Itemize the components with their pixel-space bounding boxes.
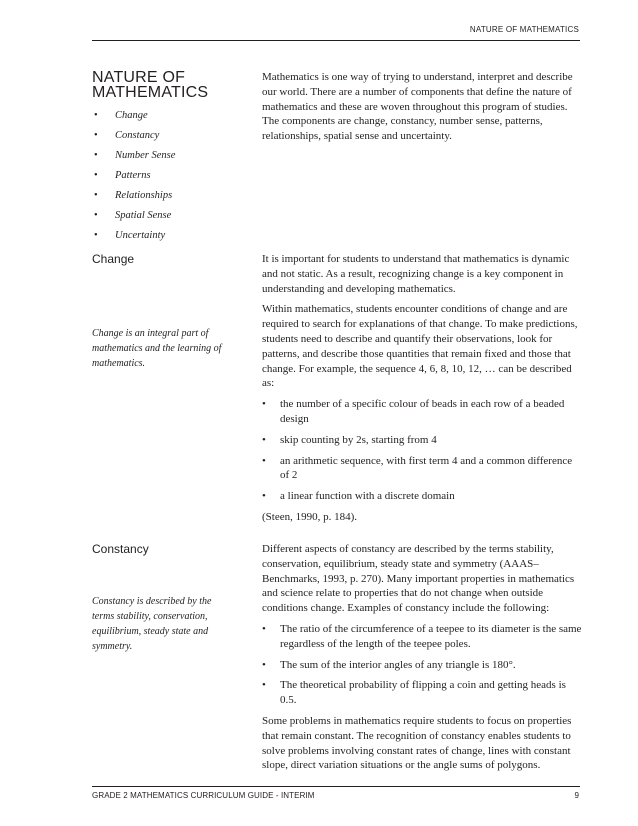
topic-item: • Patterns: [94, 170, 151, 181]
topic-list: [94, 110, 175, 250]
citation: (Steen, 1990, p. 184).: [262, 510, 358, 523]
change-list: [262, 397, 582, 504]
list-item: • The ratio of the circumference of a teepee to its diameter is the same regardless of the length of the teepee poles.: [262, 622, 582, 650]
topic-item: • Constancy: [94, 130, 160, 141]
list-item-text: skip counting by 2s, starting from 4: [280, 433, 437, 446]
topic-label: Constancy: [115, 130, 160, 141]
list-item-text: The sum of the interior angles of any triangle is 180°.: [280, 658, 516, 671]
constancy-sidebar-note: Constancy is described by the terms stability, conservation, equilibrium, steady state and symmetry.: [92, 596, 212, 652]
topic-label: Number Sense: [115, 150, 176, 161]
topic-item: • Relationships: [94, 190, 173, 201]
list-item: • a linear function with a discrete domain: [262, 490, 455, 503]
intro-paragraph: Mathematics is one way of trying to understand, interpret and describe our world. There are a number of components that define the nature of mathematics and these are woven throughout this program of studies. The components are change, constancy, number sense, patterns, relationships, spatial sense and uncertainty.: [262, 71, 573, 143]
footer-rule: [92, 786, 580, 787]
section-heading: NATURE OF MATHEMATICS: [92, 69, 209, 101]
list-item: • The sum of the interior angles of any triangle is 180°.: [262, 658, 516, 671]
list-item: • skip counting by 2s, starting from 4: [262, 433, 437, 446]
running-header: NATURE OF MATHEMATICS: [469, 25, 579, 34]
topic-item: • Uncertainty: [94, 230, 166, 241]
change-heading: Change: [92, 252, 135, 266]
topic-label: Uncertainty: [115, 230, 166, 241]
constancy-heading: Constancy: [92, 542, 149, 556]
topic-item: • Number Sense: [94, 150, 176, 161]
constancy-paragraph-2: Some problems in mathematics require students to focus on properties that remain constant. The recognition of constancy enables students to solve problems involving constant rates of change, lines with constant slope, direct variation situations or the angle sums of polygons.: [262, 714, 572, 772]
constancy-list: [262, 622, 582, 708]
list-item-text: the number of a specific colour of beads in each row of a beaded design: [280, 398, 565, 425]
constancy-paragraph-1: Different aspects of constancy are described by the terms stability, conservation, equilibrium, steady state and symmetry (AAAS–Benchmarks, 1993, p. 270). Many important properties in mathematics and science relate to properties that do not change when outside conditions change. Examples of constancy include the following:: [262, 543, 575, 615]
topic-item: • Spatial Sense: [94, 210, 172, 221]
footer-guide-title: GRADE 2 MATHEMATICS CURRICULUM GUIDE - INTERIM: [92, 791, 315, 800]
header-rule: [92, 40, 580, 41]
list-item-text: The theoretical probability of flipping a coin and getting heads is 0.5.: [280, 679, 566, 707]
list-item-text: an arithmetic sequence, with first term 4 and a common difference of 2: [280, 454, 573, 482]
topic-label: Spatial Sense: [115, 210, 172, 221]
page-number: 9: [574, 791, 579, 800]
change-body: [262, 252, 582, 525]
topic-label: Relationships: [115, 190, 173, 201]
list-item-text: a linear function with a discrete domain: [280, 490, 455, 503]
topic-label: Patterns: [115, 170, 151, 181]
change-paragraph-1: It is important for students to understand that mathematics is dynamic and not static. As a result, recognizing change is a key component in understanding and developing mathematics.: [262, 253, 570, 295]
list-item: • the number of a specific colour of beads in each row of a beaded design: [262, 398, 565, 425]
list-item: • an arithmetic sequence, with first term 4 and a common difference of 2: [262, 454, 573, 482]
change-paragraph-2: Within mathematics, students encounter conditions of change and are required to search for explanations of that change. To make predictions, students need to describe and quantify their observations, look for patterns, and describe those quantities that remain fixed and those that change. For example, the sequence 4, 6, 8, 10, 12, … can be described as:: [262, 303, 578, 390]
change-sidebar-note: Change is an integral part of mathematics and the learning of mathematics.: [92, 328, 222, 369]
topic-label: Change: [115, 110, 148, 121]
list-item-text: The ratio of the circumference of a teepee to its diameter is the same regardless of the length of the teepee poles.: [280, 622, 582, 650]
constancy-body: [262, 542, 582, 773]
list-item: • The theoretical probability of flipping a coin and getting heads is 0.5.: [262, 679, 566, 707]
topic-item: • Change: [94, 110, 148, 121]
